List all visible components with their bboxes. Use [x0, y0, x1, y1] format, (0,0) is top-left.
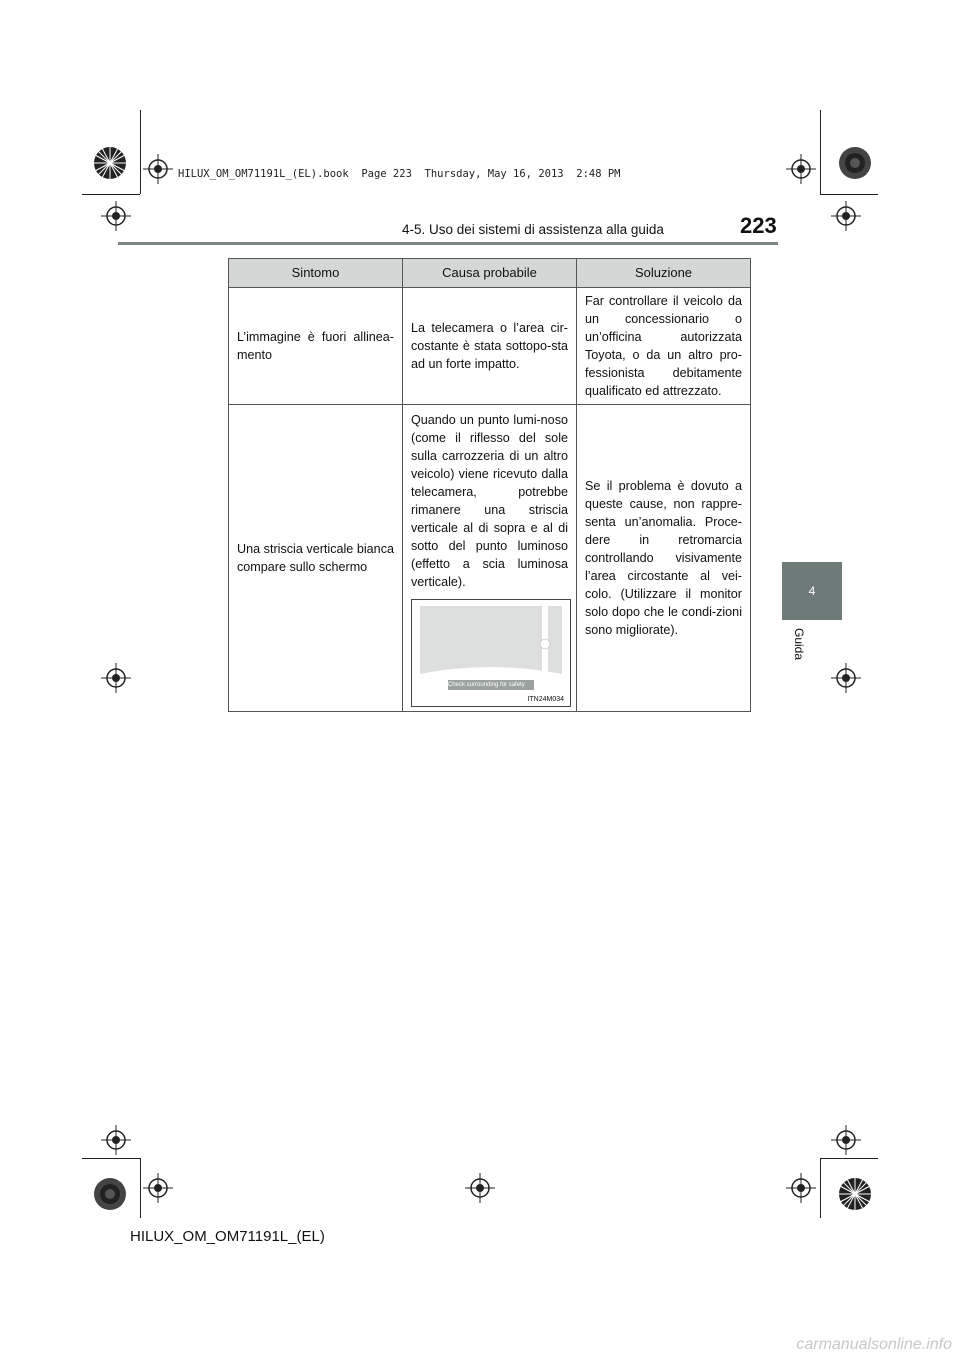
solution-cell: Se il problema è dovuto a queste cause, non rappre-senta un’anomalia. Proce-dere in retromarcia controllando visivamente l’area circostante al vei-colo. (Utilizzare il monitor solo dopo che le condi-zioni sono migliorate).	[577, 405, 751, 712]
crosshair-target-top-right	[786, 154, 816, 184]
illustration-code: ITN24M034	[527, 696, 564, 703]
header-rule	[118, 242, 778, 245]
crosshair-target-right-middle	[831, 663, 861, 693]
table-row	[229, 405, 751, 712]
model-code: HILUX_OM_OM71191L_(EL)	[130, 1228, 325, 1245]
table-row	[229, 288, 751, 405]
chapter-label: Guida	[792, 628, 806, 661]
symptom-cell: L’immagine è fuori allinea-mento	[229, 288, 403, 405]
header-cause: Causa probabile	[403, 259, 577, 288]
header-symptom: Sintomo	[229, 259, 403, 288]
cause-text: Quando un punto lumi-noso (come il riflesso del sole sulla carrozzeria di un altro veicolo) viene ricevuto dalla telecamera, potrebbe rimanere una striscia verticale al di sopra e al di sotto del punto luminoso (effetto a scia luminosa verticale).	[411, 413, 568, 589]
table-header-row	[229, 259, 751, 288]
chapter-number: 4	[808, 584, 816, 598]
registration-mark-top-right-outer	[838, 146, 872, 180]
cause-cell	[403, 405, 577, 712]
crosshair-target-left-upper	[101, 201, 131, 231]
registration-mark-top-left-outer	[93, 146, 127, 180]
symptom-cell: Una striscia verticale bianca compare sullo schermo	[229, 405, 403, 712]
crosshair-target-bottom-right	[786, 1173, 816, 1203]
crop-line	[82, 194, 140, 195]
watermark: carmanualsonline.info	[796, 1336, 952, 1353]
crosshair-target-right-upper	[831, 201, 861, 231]
crop-line	[820, 1158, 821, 1218]
cause-cell: La telecamera o l’area cir-costante è stata sottopo-sta ad un forte impatto.	[403, 288, 577, 405]
crop-line	[820, 110, 821, 194]
crop-line	[82, 1158, 140, 1159]
crop-line	[820, 194, 878, 195]
crosshair-target-bottom-center	[465, 1173, 495, 1203]
solution-cell: Far controllare il veicolo da un concessionario o un’officina autorizzata Toyota, o da un altro pro-fessionista debitamente qualificato ed attrezzato.	[577, 288, 751, 405]
crosshair-target-right-lower	[831, 1125, 861, 1155]
chapter-tab	[782, 562, 842, 620]
section-title: 4-5. Uso dei sistemi di assistenza alla guida	[402, 222, 664, 237]
crop-line	[140, 1158, 141, 1218]
page-number: 223	[740, 213, 777, 238]
troubleshooting-table	[228, 258, 751, 712]
crosshair-target-bottom-left	[143, 1173, 173, 1203]
crosshair-target-left-lower	[101, 1125, 131, 1155]
crosshair-target-top-left	[143, 154, 173, 184]
illustration-caption: Check surrounding for safety	[448, 682, 525, 688]
book-stamp: HILUX_OM_OM71191L_(EL).book Page 223 Thursday, May 16, 2013 2:48 PM	[178, 168, 621, 180]
registration-mark-bottom-right-outer	[838, 1177, 872, 1211]
crosshair-target-left-middle	[101, 663, 131, 693]
header-solution: Soluzione	[577, 259, 751, 288]
camera-screen-illustration	[411, 599, 571, 707]
crop-line	[140, 110, 141, 194]
crop-line	[820, 1158, 878, 1159]
registration-mark-bottom-left-outer	[93, 1177, 127, 1211]
